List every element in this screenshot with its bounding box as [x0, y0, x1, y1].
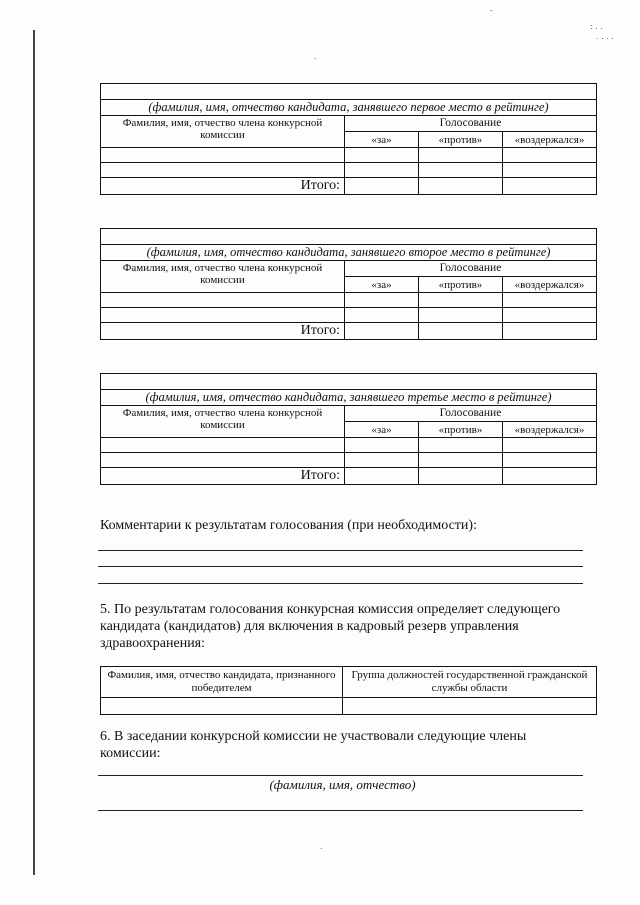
section-6-text: 6. В заседании конкурсной комиссии не участвовали следующие члены комиссии:: [100, 729, 527, 761]
scan-speck: .: [314, 52, 317, 61]
page-binding-edge: [33, 30, 35, 875]
voting-header: Голосование: [345, 406, 597, 422]
table-row: [101, 698, 597, 715]
total-label: Итого:: [101, 178, 345, 195]
total-cell[interactable]: [419, 468, 503, 485]
member-cell[interactable]: [101, 293, 345, 308]
total-cell[interactable]: [503, 178, 597, 195]
position-group-cell[interactable]: [343, 698, 597, 715]
total-cell[interactable]: [345, 323, 419, 340]
vote-cell[interactable]: [345, 453, 419, 468]
member-cell[interactable]: [101, 453, 345, 468]
section-5-text: 5. По результатам голосования конкурсная комиссия определяет следующего кандидата (кандидатов) для включения в кадровый резерв управления здравоохранения:: [100, 602, 561, 651]
vote-cell[interactable]: [345, 308, 419, 323]
member-name-header: Фамилия, имя, отчество члена конкурсной комиссии: [101, 261, 345, 293]
voting-table-third-place: [100, 373, 597, 485]
table-row: [101, 148, 597, 163]
absent-members-line[interactable]: [98, 775, 583, 776]
vote-cell[interactable]: [503, 308, 597, 323]
total-label: Итого:: [101, 468, 345, 485]
comment-line[interactable]: [98, 550, 583, 551]
vote-abstain-header: «воздержался»: [503, 132, 597, 148]
vote-cell[interactable]: [503, 453, 597, 468]
vote-cell[interactable]: [503, 438, 597, 453]
absent-members-caption: (фамилия, имя, отчество): [269, 777, 416, 792]
vote-cell[interactable]: [345, 438, 419, 453]
vote-cell[interactable]: [419, 453, 503, 468]
vote-cell[interactable]: [419, 438, 503, 453]
table-row: [101, 308, 597, 323]
vote-for-header: «за»: [345, 132, 419, 148]
vote-cell[interactable]: [345, 148, 419, 163]
candidate-name-field[interactable]: [101, 84, 597, 100]
absent-members-line[interactable]: [98, 810, 583, 811]
vote-cell[interactable]: [503, 148, 597, 163]
vote-cell[interactable]: [419, 293, 503, 308]
member-cell[interactable]: [101, 148, 345, 163]
table-row: [101, 293, 597, 308]
scan-speck: -: [490, 6, 493, 15]
vote-against-header: «против»: [419, 422, 503, 438]
vote-cell[interactable]: [345, 163, 419, 178]
vote-cell[interactable]: [419, 148, 503, 163]
vote-against-header: «против»: [419, 277, 503, 293]
winner-name-cell[interactable]: [101, 698, 343, 715]
vote-cell[interactable]: [503, 163, 597, 178]
member-cell[interactable]: [101, 163, 345, 178]
member-name-header: Фамилия, имя, отчество члена конкурсной комиссии: [101, 406, 345, 438]
candidate-name-field[interactable]: [101, 229, 597, 245]
vote-against-header: «против»: [419, 132, 503, 148]
member-name-header: Фамилия, имя, отчество члена конкурсной комиссии: [101, 116, 345, 148]
vote-for-header: «за»: [345, 422, 419, 438]
vote-abstain-header: «воздержался»: [503, 277, 597, 293]
member-cell[interactable]: [101, 308, 345, 323]
total-cell[interactable]: [503, 323, 597, 340]
comments-label: Комментарии к результатам голосования (при необходимости):: [100, 518, 477, 533]
comment-line[interactable]: [98, 566, 583, 567]
voting-header: Голосование: [345, 116, 597, 132]
vote-cell[interactable]: [419, 308, 503, 323]
vote-cell[interactable]: [419, 163, 503, 178]
scan-speck: .: [320, 842, 323, 851]
total-cell[interactable]: [419, 323, 503, 340]
total-cell[interactable]: [345, 468, 419, 485]
vote-cell[interactable]: [345, 293, 419, 308]
total-cell[interactable]: [503, 468, 597, 485]
vote-cell[interactable]: [503, 293, 597, 308]
table-row: [101, 453, 597, 468]
vote-abstain-header: «воздержался»: [503, 422, 597, 438]
voting-header: Голосование: [345, 261, 597, 277]
comment-line[interactable]: [98, 583, 583, 584]
voting-table-second-place: [100, 228, 597, 340]
table-row: [101, 438, 597, 453]
total-label: Итого:: [101, 323, 345, 340]
candidate-caption: (фамилия, имя, отчество кандидата, занявшего второе место в рейтинге): [101, 245, 597, 261]
position-group-header: Группа должностей государственной гражданской службы области: [343, 667, 597, 698]
candidate-name-field[interactable]: [101, 374, 597, 390]
member-cell[interactable]: [101, 438, 345, 453]
table-row: [101, 163, 597, 178]
winner-table: [100, 666, 597, 715]
voting-table-first-place: [100, 83, 597, 195]
candidate-caption: (фамилия, имя, отчество кандидата, занявшего первое место в рейтинге): [101, 100, 597, 116]
total-cell[interactable]: [345, 178, 419, 195]
scan-speck: . . . .: [596, 32, 614, 41]
scan-speck: : . .: [590, 22, 603, 31]
vote-for-header: «за»: [345, 277, 419, 293]
winner-name-header: Фамилия, имя, отчество кандидата, признанного победителем: [101, 667, 343, 698]
candidate-caption: (фамилия, имя, отчество кандидата, занявшего третье место в рейтинге): [101, 390, 597, 406]
total-cell[interactable]: [419, 178, 503, 195]
